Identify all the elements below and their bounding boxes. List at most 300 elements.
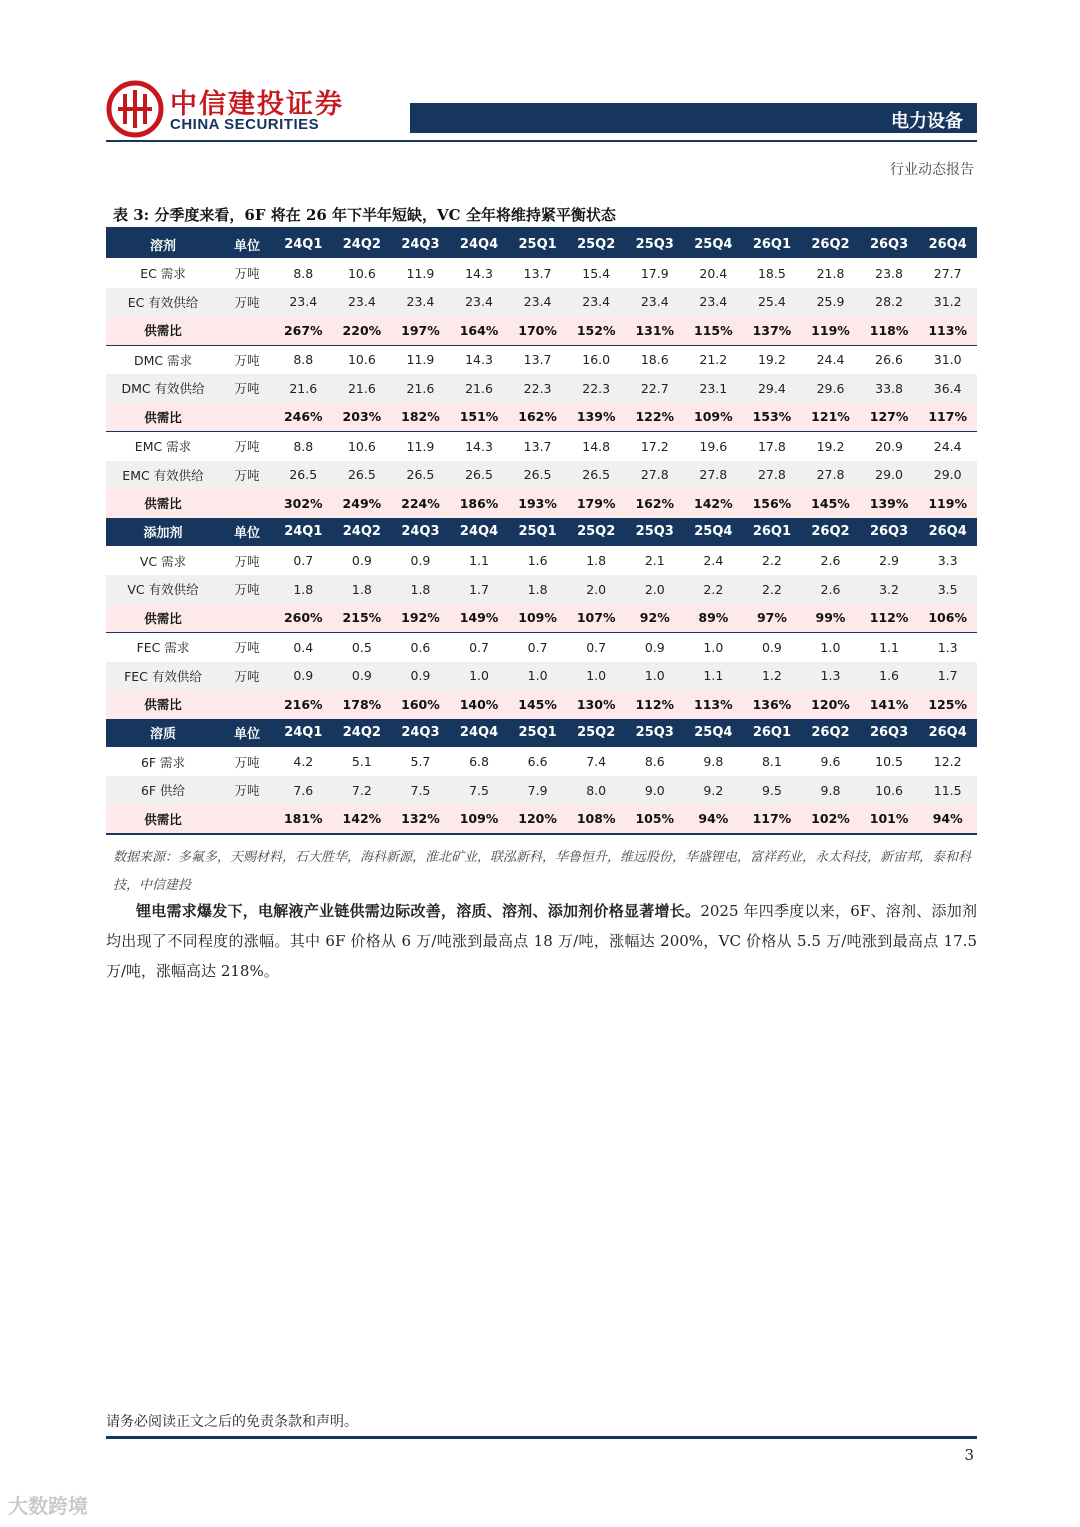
row-unit: 万吨 xyxy=(220,546,274,575)
table-cell: 9.0 xyxy=(625,776,684,805)
table-row xyxy=(106,374,977,403)
paragraph-lead: 锂电需求爆发下，电解液产业链供需边际改善，溶质、溶剂、添加剂价格显著增长。 xyxy=(136,902,701,920)
table-cell: 249% xyxy=(333,489,392,518)
table-cell: 162% xyxy=(625,489,684,518)
table-cell: 102% xyxy=(801,805,860,835)
table-cell: 220% xyxy=(333,316,392,345)
table-cell: 0.9 xyxy=(333,546,392,575)
table-cell: 26.5 xyxy=(450,461,509,490)
table-cell: 1.7 xyxy=(450,575,509,604)
table-cell: 10.6 xyxy=(333,259,392,288)
table-cell: 178% xyxy=(333,690,392,719)
table-cell: 15.4 xyxy=(567,259,626,288)
table-cell: 139% xyxy=(567,403,626,432)
table-row xyxy=(106,546,977,575)
table-cell: 1.2 xyxy=(743,662,802,691)
table-cell: 16.0 xyxy=(567,345,626,374)
table-row xyxy=(106,662,977,691)
row-unit: 万吨 xyxy=(220,345,274,374)
sector-banner xyxy=(410,103,977,133)
quarter-header: 26Q4 xyxy=(918,229,977,259)
table-cell: 9.2 xyxy=(684,776,743,805)
row-unit xyxy=(220,489,274,518)
table-cell: 125% xyxy=(918,690,977,719)
table-cell: 11.9 xyxy=(391,345,450,374)
table-cell: 7.5 xyxy=(450,776,509,805)
table-cell: 1.3 xyxy=(801,662,860,691)
table-cell: 27.7 xyxy=(918,259,977,288)
table-cell: 1.3 xyxy=(918,633,977,662)
row-item: FEC 有效供给 xyxy=(106,662,220,691)
table-cell: 1.1 xyxy=(684,662,743,691)
table-cell: 2.2 xyxy=(684,575,743,604)
table-cell: 130% xyxy=(567,690,626,719)
row-item: 供需比 xyxy=(106,805,220,835)
row-unit: 万吨 xyxy=(220,461,274,490)
quarter-header: 26Q3 xyxy=(860,719,919,748)
table-cell: 141% xyxy=(860,690,919,719)
quarter-header: 26Q3 xyxy=(860,518,919,547)
table-cell: 23.4 xyxy=(450,288,509,317)
table-cell: 20.9 xyxy=(860,432,919,461)
table-cell: 0.5 xyxy=(333,633,392,662)
quarter-header: 24Q1 xyxy=(274,229,333,259)
table-cell: 23.8 xyxy=(860,259,919,288)
table-cell: 3.2 xyxy=(860,575,919,604)
table-cell: 145% xyxy=(801,489,860,518)
table-cell: 181% xyxy=(274,805,333,835)
row-unit xyxy=(220,690,274,719)
quarter-header: 25Q3 xyxy=(625,229,684,259)
table-row xyxy=(106,575,977,604)
table-cell: 119% xyxy=(918,489,977,518)
table-cell: 118% xyxy=(860,316,919,345)
table-cell: 18.5 xyxy=(743,259,802,288)
table-row xyxy=(106,259,977,288)
table-cell: 29.6 xyxy=(801,374,860,403)
quarter-header: 24Q2 xyxy=(333,518,392,547)
table-cell: 1.8 xyxy=(274,575,333,604)
row-unit xyxy=(220,604,274,633)
table-cell: 10.6 xyxy=(860,776,919,805)
table-cell: 1.8 xyxy=(391,575,450,604)
ratio-row xyxy=(106,604,977,633)
table-cell: 1.1 xyxy=(860,633,919,662)
table-cell: 14.3 xyxy=(450,259,509,288)
table-cell: 5.1 xyxy=(333,747,392,776)
table-cell: 6.8 xyxy=(450,747,509,776)
quarter-header: 25Q1 xyxy=(508,229,567,259)
table-cell: 267% xyxy=(274,316,333,345)
table-cell: 1.1 xyxy=(450,546,509,575)
brand-name-en: CHINA SECURITIES xyxy=(170,116,320,133)
row-unit: 万吨 xyxy=(220,662,274,691)
table-cell: 0.7 xyxy=(450,633,509,662)
row-unit: 万吨 xyxy=(220,259,274,288)
table-cell: 117% xyxy=(918,403,977,432)
ratio-row xyxy=(106,316,977,345)
table-cell: 13.7 xyxy=(508,345,567,374)
table-cell: 1.8 xyxy=(567,546,626,575)
table-cell: 17.2 xyxy=(625,432,684,461)
quarter-header: 24Q1 xyxy=(274,518,333,547)
table-cell: 3.3 xyxy=(918,546,977,575)
ratio-row xyxy=(106,403,977,432)
quarter-header: 25Q2 xyxy=(567,229,626,259)
table-cell: 18.6 xyxy=(625,345,684,374)
table-cell: 109% xyxy=(450,805,509,835)
table-cell: 224% xyxy=(391,489,450,518)
table-cell: 0.9 xyxy=(333,662,392,691)
table-cell: 149% xyxy=(450,604,509,633)
table-cell: 8.8 xyxy=(274,432,333,461)
ratio-row xyxy=(106,489,977,518)
table-cell: 216% xyxy=(274,690,333,719)
table-cell: 113% xyxy=(684,690,743,719)
table-cell: 5.7 xyxy=(391,747,450,776)
disclaimer-note: 请务必阅读正文之后的免责条款和声明。 xyxy=(106,1414,358,1430)
table-cell: 1.0 xyxy=(684,633,743,662)
table-cell: 0.9 xyxy=(625,633,684,662)
row-item: EC 需求 xyxy=(106,259,220,288)
table-cell: 215% xyxy=(333,604,392,633)
table-cell: 106% xyxy=(918,604,977,633)
table-cell: 26.5 xyxy=(274,461,333,490)
table-cell: 4.2 xyxy=(274,747,333,776)
row-unit: 万吨 xyxy=(220,575,274,604)
table-cell: 2.9 xyxy=(860,546,919,575)
table-cell: 137% xyxy=(743,316,802,345)
section-name: 溶剂 xyxy=(106,229,220,259)
quarter-header: 24Q1 xyxy=(274,719,333,748)
table-cell: 113% xyxy=(918,316,977,345)
table-cell: 7.5 xyxy=(391,776,450,805)
row-item: EMC 需求 xyxy=(106,432,220,461)
row-item: 6F 供给 xyxy=(106,776,220,805)
table-cell: 24.4 xyxy=(918,432,977,461)
table-cell: 29.0 xyxy=(918,461,977,490)
table-cell: 192% xyxy=(391,604,450,633)
unit-header: 单位 xyxy=(220,518,274,547)
table-cell: 6.6 xyxy=(508,747,567,776)
row-unit xyxy=(220,805,274,835)
table-cell: 0.9 xyxy=(391,546,450,575)
ratio-row xyxy=(106,690,977,719)
table-cell: 2.6 xyxy=(801,546,860,575)
table-cell: 162% xyxy=(508,403,567,432)
row-item: 供需比 xyxy=(106,489,220,518)
table-cell: 24.4 xyxy=(801,345,860,374)
row-item: VC 需求 xyxy=(106,546,220,575)
table-cell: 107% xyxy=(567,604,626,633)
paragraph-text: 2025 年四季度以来，6F、溶剂、添加剂均出现了不同程度的涨幅。其中 6F 价格从 6 万/吨涨到最高点 18 万/吨，涨幅达 200%，VC 价格从 5.5 万/吨涨到最高点 17.5 万/吨，涨幅高达 218%。 xyxy=(106,902,977,980)
table-cell: 152% xyxy=(567,316,626,345)
table-cell: 140% xyxy=(450,690,509,719)
table-cell: 29.0 xyxy=(860,461,919,490)
table-cell: 142% xyxy=(333,805,392,835)
brand-name-cn: 中信建投证券 xyxy=(170,89,344,120)
table-cell: 26.5 xyxy=(567,461,626,490)
table-cell: 7.9 xyxy=(508,776,567,805)
table-cell: 117% xyxy=(743,805,802,835)
table-row xyxy=(106,461,977,490)
row-item: 供需比 xyxy=(106,403,220,432)
table-row xyxy=(106,288,977,317)
table-cell: 136% xyxy=(743,690,802,719)
table-cell: 2.0 xyxy=(567,575,626,604)
table-cell: 22.7 xyxy=(625,374,684,403)
table-cell: 2.4 xyxy=(684,546,743,575)
table-cell: 94% xyxy=(684,805,743,835)
row-item: 供需比 xyxy=(106,690,220,719)
data-source-note: 数据来源：多氟多，天赐材料，石大胜华，海科新源，淮北矿业，联泓新科，华鲁恒升，维远股份，华盛锂电，富祥药业，永太科技，新宙邦，泰和科技，中信建投 xyxy=(113,850,972,893)
quarter-header: 25Q4 xyxy=(684,229,743,259)
table-cell: 101% xyxy=(860,805,919,835)
table-cell: 23.4 xyxy=(391,288,450,317)
table-cell: 1.8 xyxy=(333,575,392,604)
table-cell: 11.5 xyxy=(918,776,977,805)
row-item: 供需比 xyxy=(106,604,220,633)
table-section-header xyxy=(106,229,977,259)
table-cell: 160% xyxy=(391,690,450,719)
table-cell: 246% xyxy=(274,403,333,432)
table-cell: 1.6 xyxy=(508,546,567,575)
table-cell: 31.0 xyxy=(918,345,977,374)
table-cell: 3.5 xyxy=(918,575,977,604)
table-cell: 1.0 xyxy=(801,633,860,662)
table-cell: 23.4 xyxy=(684,288,743,317)
table-cell: 20.4 xyxy=(684,259,743,288)
table-cell: 0.9 xyxy=(391,662,450,691)
quarter-header: 26Q1 xyxy=(743,719,802,748)
unit-header: 单位 xyxy=(220,229,274,259)
quarter-header: 25Q2 xyxy=(567,518,626,547)
table-cell: 156% xyxy=(743,489,802,518)
quarter-header: 24Q4 xyxy=(450,719,509,748)
table-cell: 19.2 xyxy=(801,432,860,461)
sector-label: 电力设备 xyxy=(891,111,963,132)
table-cell: 120% xyxy=(508,805,567,835)
row-item: EMC 有效供给 xyxy=(106,461,220,490)
table-cell: 7.6 xyxy=(274,776,333,805)
table-cell: 112% xyxy=(860,604,919,633)
table-cell: 1.7 xyxy=(918,662,977,691)
table-cell: 27.8 xyxy=(743,461,802,490)
table-cell: 151% xyxy=(450,403,509,432)
body-paragraph xyxy=(106,896,977,986)
table-cell: 2.6 xyxy=(801,575,860,604)
table-cell: 1.0 xyxy=(567,662,626,691)
row-item: FEC 需求 xyxy=(106,633,220,662)
table-cell: 28.2 xyxy=(860,288,919,317)
quarter-header: 26Q3 xyxy=(860,229,919,259)
quarter-header: 25Q4 xyxy=(684,518,743,547)
table-cell: 1.0 xyxy=(508,662,567,691)
table-cell: 9.5 xyxy=(743,776,802,805)
table-cell: 0.7 xyxy=(567,633,626,662)
quarter-header: 24Q4 xyxy=(450,229,509,259)
company-logo-icon xyxy=(106,80,164,138)
table-cell: 14.8 xyxy=(567,432,626,461)
table-cell: 127% xyxy=(860,403,919,432)
row-unit xyxy=(220,316,274,345)
table-cell: 203% xyxy=(333,403,392,432)
table-cell: 8.8 xyxy=(274,259,333,288)
table-cell: 21.6 xyxy=(333,374,392,403)
quarter-header: 24Q4 xyxy=(450,518,509,547)
table-cell: 17.9 xyxy=(625,259,684,288)
table-cell: 2.0 xyxy=(625,575,684,604)
table-cell: 22.3 xyxy=(567,374,626,403)
table-cell: 132% xyxy=(391,805,450,835)
table-section-header xyxy=(106,518,977,547)
table-cell: 108% xyxy=(567,805,626,835)
quarter-header: 26Q4 xyxy=(918,719,977,748)
table-cell: 17.8 xyxy=(743,432,802,461)
row-unit: 万吨 xyxy=(220,374,274,403)
table-cell: 23.4 xyxy=(567,288,626,317)
quarter-header: 26Q2 xyxy=(801,518,860,547)
table-cell: 14.3 xyxy=(450,432,509,461)
watermark: 大数跨境 xyxy=(8,1494,88,1518)
row-unit: 万吨 xyxy=(220,288,274,317)
table-row xyxy=(106,747,977,776)
table-cell: 25.4 xyxy=(743,288,802,317)
table-cell: 8.0 xyxy=(567,776,626,805)
quarter-header: 24Q2 xyxy=(333,719,392,748)
footer-divider xyxy=(106,1436,977,1439)
report-type: 行业动态报告 xyxy=(890,162,974,178)
quarter-header: 24Q3 xyxy=(391,518,450,547)
table-cell: 179% xyxy=(567,489,626,518)
table-cell: 0.6 xyxy=(391,633,450,662)
table-cell: 1.8 xyxy=(508,575,567,604)
quarter-header: 26Q1 xyxy=(743,229,802,259)
table-cell: 36.4 xyxy=(918,374,977,403)
header-divider xyxy=(106,140,977,142)
row-item: 供需比 xyxy=(106,316,220,345)
row-item: DMC 需求 xyxy=(106,345,220,374)
table-cell: 1.6 xyxy=(860,662,919,691)
table-cell: 27.8 xyxy=(625,461,684,490)
row-unit: 万吨 xyxy=(220,776,274,805)
row-unit xyxy=(220,403,274,432)
table-cell: 21.6 xyxy=(274,374,333,403)
table-cell: 2.2 xyxy=(743,575,802,604)
table-cell: 302% xyxy=(274,489,333,518)
page-number: 3 xyxy=(964,1446,974,1464)
table-cell: 122% xyxy=(625,403,684,432)
table-cell: 10.5 xyxy=(860,747,919,776)
table-cell: 12.2 xyxy=(918,747,977,776)
table-cell: 23.4 xyxy=(274,288,333,317)
table-cell: 97% xyxy=(743,604,802,633)
quarter-header: 26Q2 xyxy=(801,719,860,748)
table-cell: 120% xyxy=(801,690,860,719)
table-cell: 10.6 xyxy=(333,432,392,461)
row-item: VC 有效供给 xyxy=(106,575,220,604)
table-cell: 182% xyxy=(391,403,450,432)
table-cell: 153% xyxy=(743,403,802,432)
table-cell: 11.9 xyxy=(391,259,450,288)
quarter-header: 24Q2 xyxy=(333,229,392,259)
table-cell: 9.8 xyxy=(684,747,743,776)
table-cell: 26.6 xyxy=(860,345,919,374)
table-cell: 14.3 xyxy=(450,345,509,374)
table-cell: 99% xyxy=(801,604,860,633)
table-cell: 0.9 xyxy=(274,662,333,691)
table-cell: 10.6 xyxy=(333,345,392,374)
table-cell: 23.4 xyxy=(508,288,567,317)
table-cell: 21.6 xyxy=(450,374,509,403)
table-cell: 0.7 xyxy=(508,633,567,662)
quarter-header: 25Q1 xyxy=(508,518,567,547)
quarter-header: 24Q3 xyxy=(391,229,450,259)
table-row xyxy=(106,633,977,662)
row-item: 6F 需求 xyxy=(106,747,220,776)
table-cell: 0.4 xyxy=(274,633,333,662)
quarter-header: 25Q4 xyxy=(684,719,743,748)
quarter-header: 25Q3 xyxy=(625,719,684,748)
table-cell: 170% xyxy=(508,316,567,345)
table-row xyxy=(106,432,977,461)
quarter-header: 24Q3 xyxy=(391,719,450,748)
table-cell: 0.9 xyxy=(743,633,802,662)
table-cell: 109% xyxy=(508,604,567,633)
table-cell: 25.9 xyxy=(801,288,860,317)
table-cell: 7.4 xyxy=(567,747,626,776)
table-section-header xyxy=(106,719,977,748)
table-cell: 11.9 xyxy=(391,432,450,461)
quarter-header: 26Q2 xyxy=(801,229,860,259)
table-cell: 7.2 xyxy=(333,776,392,805)
table-cell: 121% xyxy=(801,403,860,432)
table-row xyxy=(106,345,977,374)
quarter-header: 26Q4 xyxy=(918,518,977,547)
table-cell: 260% xyxy=(274,604,333,633)
quarter-header: 25Q2 xyxy=(567,719,626,748)
table-cell: 29.4 xyxy=(743,374,802,403)
table-cell: 19.6 xyxy=(684,432,743,461)
table-title: 表 3: 分季度来看，6F 将在 26 年下半年短缺，VC 全年将维持紧平衡状态 xyxy=(113,206,616,224)
row-item: DMC 有效供给 xyxy=(106,374,220,403)
table-cell: 23.4 xyxy=(625,288,684,317)
table-cell: 193% xyxy=(508,489,567,518)
row-item: EC 有效供给 xyxy=(106,288,220,317)
table-cell: 131% xyxy=(625,316,684,345)
table-cell: 115% xyxy=(684,316,743,345)
section-name: 溶质 xyxy=(106,719,220,748)
table-cell: 0.7 xyxy=(274,546,333,575)
table-cell: 27.8 xyxy=(684,461,743,490)
row-unit: 万吨 xyxy=(220,747,274,776)
quarter-header: 26Q1 xyxy=(743,518,802,547)
table-cell: 94% xyxy=(918,805,977,835)
table-cell: 21.2 xyxy=(684,345,743,374)
table-cell: 89% xyxy=(684,604,743,633)
table-cell: 2.1 xyxy=(625,546,684,575)
table-cell: 112% xyxy=(625,690,684,719)
table-cell: 27.8 xyxy=(801,461,860,490)
table-cell: 142% xyxy=(684,489,743,518)
table-cell: 21.6 xyxy=(391,374,450,403)
table-cell: 1.0 xyxy=(450,662,509,691)
table-cell: 2.2 xyxy=(743,546,802,575)
table-cell: 21.8 xyxy=(801,259,860,288)
supply-demand-table xyxy=(106,227,977,835)
quarter-header: 25Q3 xyxy=(625,518,684,547)
section-name: 添加剂 xyxy=(106,518,220,547)
